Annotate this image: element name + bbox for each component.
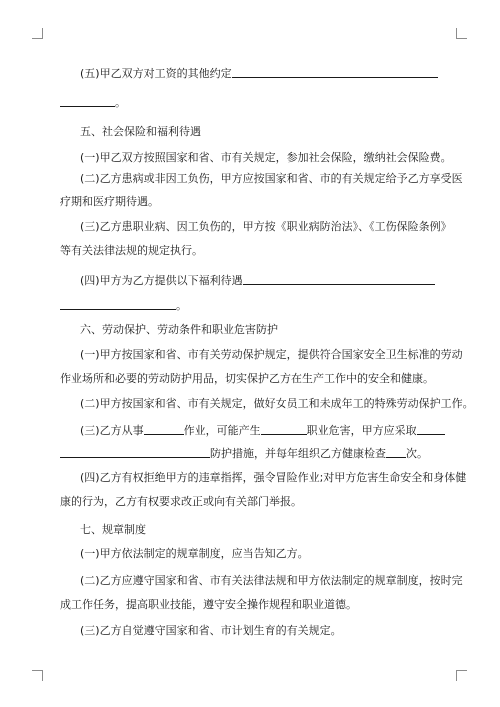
paragraph: (二)甲方按国家和省、市有关规定，做好女员工和未成年工的特殊劳动保护工作。 [80,397,474,410]
fill-blank[interactable] [386,446,406,458]
fill-blank[interactable] [60,95,115,107]
paragraph: (二)乙方患病或非因工负伤，甲方应按国家和省、市的有关规定给予乙方享受医 [80,172,463,185]
crop-mark-top-left [32,28,43,39]
fill-blank[interactable] [232,66,438,78]
paragraph: (一)甲方依法制定的规章制度，应当告知乙方。 [80,547,309,560]
paragraph: (一)甲乙双方按照国家和省、市有关规定，参加社会保险，缴纳社会保险费。 [80,151,452,164]
paragraph: 作业场所和必要的劳动防护用品，切实保护乙方在生产工作中的安全和健康。 [60,372,434,385]
fill-blank[interactable] [60,446,210,458]
paragraph: (三)乙方患职业病、因工负伤的，甲方按《职业病防治法》、《工伤保险条例》 [80,220,452,233]
crop-mark-bottom-left [32,670,43,681]
clause-5-item-4: (四)甲方为乙方提供以下福利待遇 [80,273,440,288]
clause-5-item-5: (五)甲乙双方对工资的其他约定 [80,66,440,81]
fill-blank[interactable] [417,423,445,435]
paragraph: (四)乙方有权拒绝甲方的违章指挥，强令冒险作业;对甲方危害生命安全和身体健 [80,471,467,484]
clause-6-item-3-cont: 防护措施，并每年组织乙方健康检查 次。 [60,446,440,461]
fill-blank[interactable] [243,273,435,285]
paragraph: 疗期和医疗期待遇。 [60,195,159,208]
paragraph: (二)乙方应遵守国家和省、市有关法律法规和甲方依法制定的规章制度，按时完 [80,574,463,587]
fill-blank[interactable] [60,298,176,310]
clause-5-item-4-cont: 。 [60,298,440,313]
section-heading-5: 五、社会保险和福利待遇 [80,125,201,138]
paragraph: (一)甲方按国家和省、市有关劳动保护规定，提供符合国家安全卫生标准的劳动 [80,348,463,361]
crop-mark-bottom-right [456,670,467,681]
crop-mark-top-right [456,28,467,39]
paragraph: 成工作任务，提高职业技能，遵守安全操作规程和职业道德。 [60,598,357,611]
fill-blank[interactable] [144,423,184,435]
section-heading-7: 七、规章制度 [80,523,146,536]
paragraph: 等有关法律法规的规定执行。 [60,244,203,257]
clause-5-item-5-cont: 。 [60,95,440,110]
fill-blank[interactable] [261,423,307,435]
paragraph: (三)乙方自觉遵守国家和省、市计划生育的有关规定。 [80,624,342,637]
paragraph: 康的行为，乙方有权要求改正或向有关部门举报。 [60,495,302,508]
section-heading-6: 六、劳动保护、劳动条件和职业危害防护 [80,323,278,336]
clause-6-item-3: (三)乙方从事 作业，可能产生 职业危害，甲方应采取 [80,423,440,438]
